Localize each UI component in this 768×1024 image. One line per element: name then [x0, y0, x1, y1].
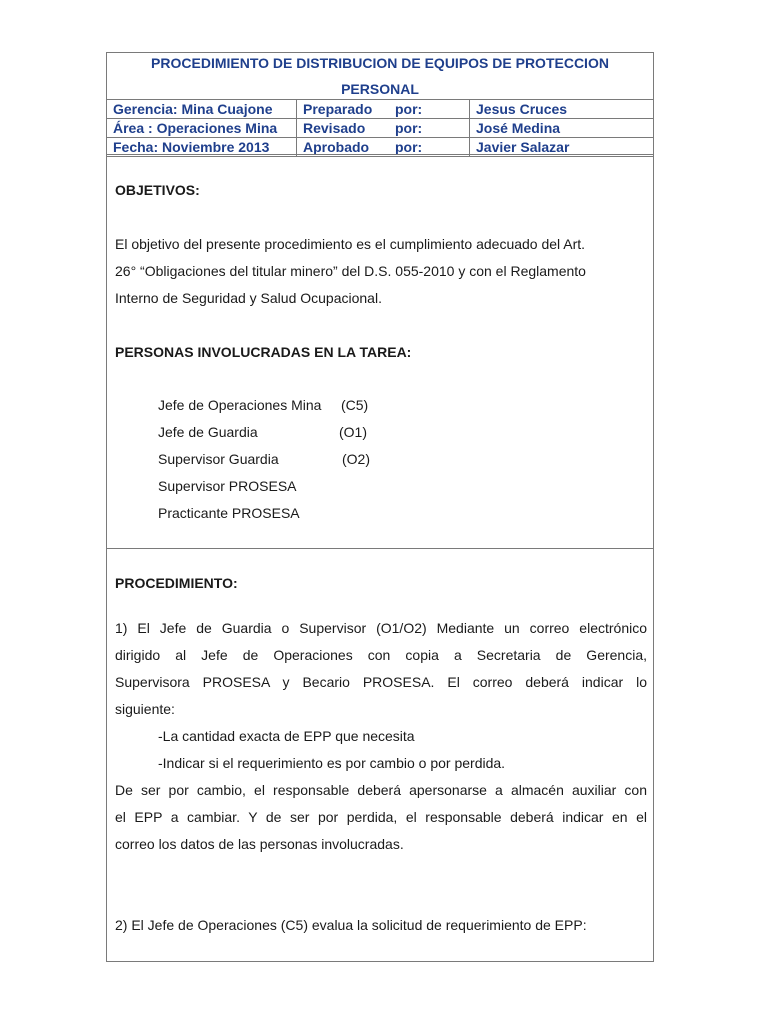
persona-name: Jefe de Guardia: [158, 424, 258, 440]
table-row: [107, 100, 653, 119]
objetivos-section: [107, 154, 653, 549]
document-title: [107, 53, 653, 99]
objetivos-heading: OBJETIVOS:: [115, 182, 200, 198]
paragraph-line: siguiente:: [115, 701, 175, 717]
gerencia-cell: Gerencia: Mina Cuajone: [107, 100, 297, 119]
role-cell: Preparado: [297, 100, 390, 119]
persona-name: Supervisor PROSESA: [158, 478, 297, 494]
person-cell: Javier Salazar: [470, 138, 654, 157]
procedimiento-section: [107, 548, 653, 962]
persona-code: (C5): [341, 397, 369, 413]
document-page: [106, 52, 654, 962]
personas-heading: PERSONAS INVOLUCRADAS EN LA TAREA:: [115, 344, 412, 360]
step-2-text: 2) El Jefe de Operaciones (C5) evalua la solicitud de requerimiento de EPP:: [115, 917, 587, 933]
objetivos-line: El objetivo del presente procedimiento es el cumplimiento adecuado del Art.: [115, 236, 586, 252]
por-cell: por:: [389, 138, 470, 157]
paragraph-line: dirigido al Jefe de Operaciones con copia a Secretaria de Gerencia,: [115, 647, 647, 663]
paragraph-line: correo los datos de las personas involucradas.: [115, 836, 404, 852]
por-cell: por:: [389, 100, 470, 119]
role-cell: Revisado: [297, 119, 390, 138]
person-cell: José Medina: [470, 119, 654, 138]
persona-code: (O2): [342, 451, 370, 467]
fecha-cell: Fecha: Noviembre 2013: [107, 138, 297, 157]
paragraph-line: Supervisora PROSESA y Becario PROSESA. El correo deberá indicar lo: [115, 674, 647, 690]
title-line-1: PROCEDIMIENTO DE DISTRIBUCION DE EQUIPOS DE PROTECCION: [151, 55, 609, 71]
persona-name: Supervisor Guardia: [158, 451, 279, 467]
objetivos-line: 26° “Obligaciones del titular minero” del D.S. 055-2010 y con el Reglamento: [115, 263, 586, 279]
procedimiento-heading: PROCEDIMIENTO:: [115, 575, 238, 591]
por-cell: por:: [389, 119, 470, 138]
persona-code: (O1): [339, 424, 367, 440]
approval-table: [107, 99, 653, 157]
role-cell: Aprobado: [297, 138, 390, 157]
bullet-item: -Indicar si el requerimiento es por cambio o por perdida.: [158, 755, 506, 771]
table-row: [107, 119, 653, 138]
paragraph-line: De ser por cambio, el responsable deberá apersonarse a almacén auxiliar con: [115, 782, 647, 798]
person-cell: Jesus Cruces: [470, 100, 654, 119]
title-line-2: PERSONAL: [341, 81, 419, 97]
persona-name: Jefe de Operaciones Mina: [158, 397, 322, 413]
persona-name: Practicante PROSESA: [158, 505, 300, 521]
objetivos-line: Interno de Seguridad y Salud Ocupacional.: [115, 290, 382, 306]
paragraph-line: el EPP a cambiar. Y de ser por perdida, el responsable deberá indicar en el: [115, 809, 647, 825]
bullet-item: -La cantidad exacta de EPP que necesita: [158, 728, 415, 744]
paragraph-line: 1) El Jefe de Guardia o Supervisor (O1/O2) Mediante un correo electrónico: [115, 620, 647, 636]
area-cell: Área : Operaciones Mina: [107, 119, 297, 138]
